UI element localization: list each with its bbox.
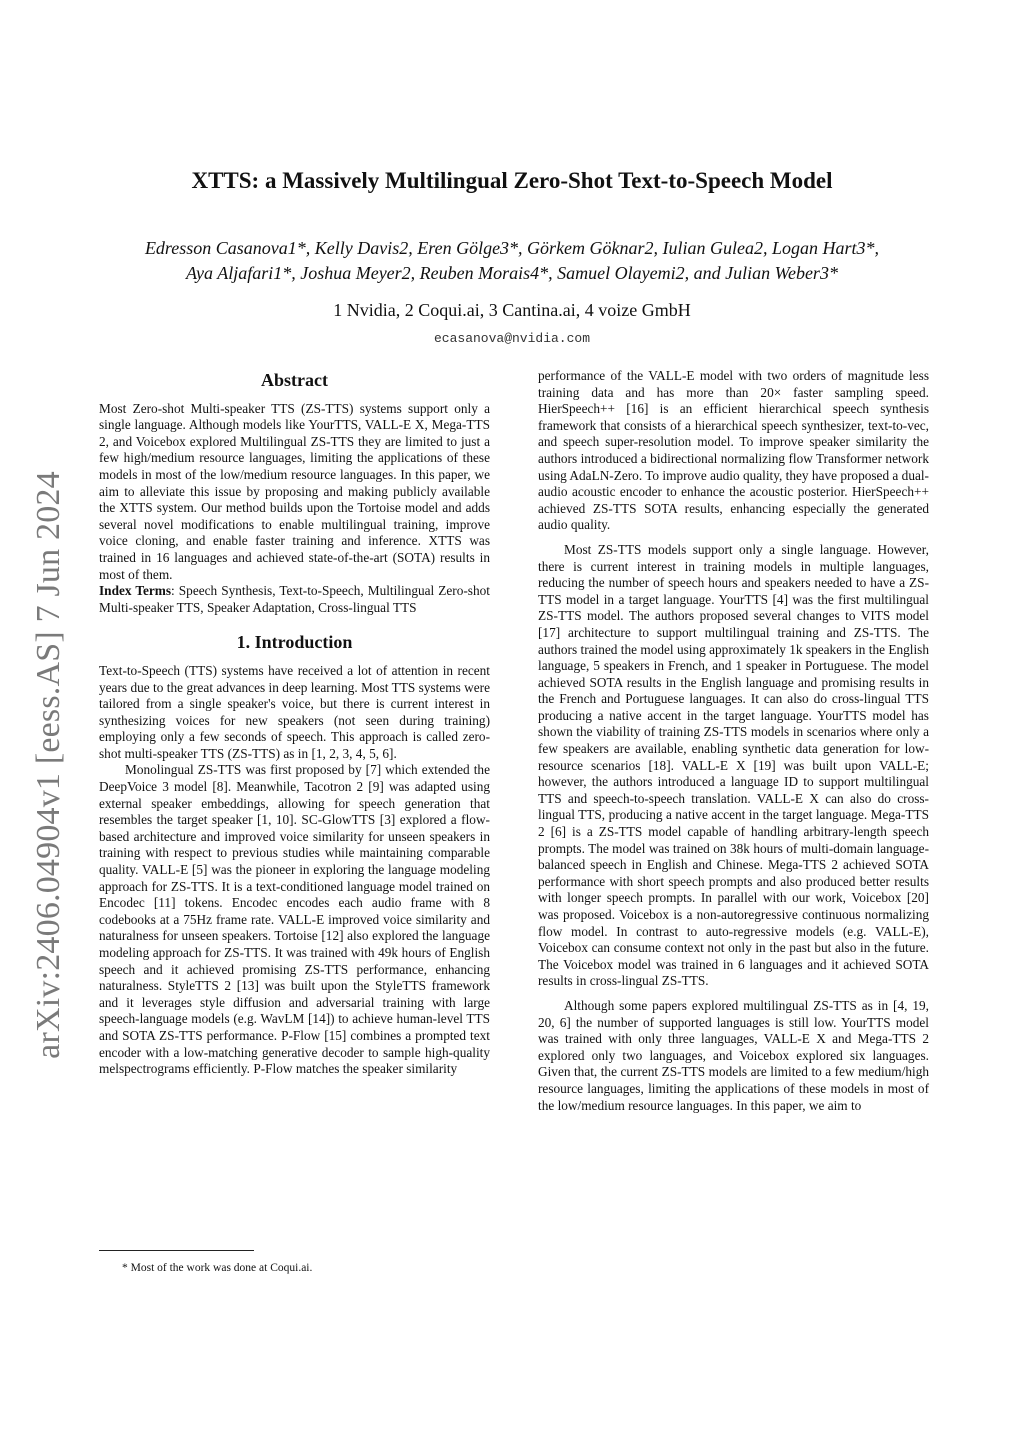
authors-line-2: Aya Aljafari1*, Joshua Meyer2, Reuben Morais4*, Samuel Olayemi2, and Julian Weber3* (186, 263, 838, 283)
arxiv-stamp (24, 455, 70, 1075)
introduction-heading: 1. Introduction (236, 632, 353, 653)
footnote: * Most of the work was done at Coqui.ai. (122, 1262, 313, 1274)
left-column (99, 368, 490, 1078)
index-terms (99, 583, 490, 616)
author-list (90, 236, 934, 286)
paper-title: XTTS: a Massively Multilingual Zero-Shot Text-to-Speech Model (191, 168, 833, 193)
authors-line-1: Edresson Casanova1*, Kelly Davis2, Eren Gölge3*, Görkem Göknar2, Iulian Gulea2, Logan Hart3*, (144, 238, 880, 258)
intro-paragraph-5: Although some papers explored multilingual ZS-TTS as in [4, 19, 20, 6] the number of supported languages is still low. YourTTS model was trained with only three languages, VALL-E X and Mega-TTS 2 explored only two languages, and Voicebox explored six languages. Given that, the current ZS-TTS models are limited to a few medium/high resource languages, limiting the applications of these models in most of the low/medium resource languages. In this paper, we aim to (538, 997, 929, 1113)
affiliations: 1 Nvidia, 2 Coqui.ai, 3 Cantina.ai, 4 voize GmbH (333, 300, 691, 320)
contact-email[interactable]: ecasanova@nvidia.com (433, 331, 591, 346)
intro-paragraph-4: Most ZS-TTS models support only a single language. However, there is current interest in training models in multiple languages, reducing the number of speech hours and speakers needed to have a ZS-TTS model in a target language. YourTTS [4] was the first multilingual ZS-TTS model. The authors proposed several changes to VITS model [17] architecture to support multilingual training and ZS-TTS. The authors trained the model using approximately 1k speakers in the English language, 5 speakers in French, and 1 speaker in Portuguese. The model achieved SOTA results in the English language and promising results in the French and Portuguese languages. It can also do cross-lingual TTS producing a native accent in the target language. YourTTS model has shown the viability of training ZS-TTS models in scenarios where only a few speakers are available, enabling synthetic data generation for low-resource scenarios [18]. VALL-E X [19] was built upon VALL-E; however, the authors introduced a language ID to support multilingual TTS and speech-to-speech translation. VALL-E X can also do cross-lingual TTS, producing a native accent in the target language. Mega-TTS 2 [6] is a ZS-TTS model capable of handling arbitrary-length speech prompts. The model was trained on 38k hours of multi-domain language-balanced speech in English and Chinese. Mega-TTS 2 achieved SOTA performance with short speech prompts and also produced better results with longer speech prompts. In parallel with our work, Voicebox [20] was proposed. Voicebox is a non-autoregressive continuous normalizing flow model. In contrast to auto-regressive models (e.g. VALL-E), Voicebox can consume context not only in the past but also in the future. The Voicebox model was trained in 6 languages and it achieved SOTA results in cross-lingual ZS-TTS. (538, 541, 929, 989)
arxiv-id: arXiv:2406.04904v1 [eess.AS] 7 Jun 2024 (30, 471, 67, 1059)
intro-paragraph-3: performance of the VALL-E model with two orders of magnitude less training data and has more than 20× faster sampling speed. HierSpeech++ [16] is an efficient hierarchical speech synthesis framework that consists of a hierarchical speech synthesizer, text-to-vec, and speech super-resolution model. To improve speaker similarity the authors introduced a bidirectional normalizing flow Transformer network using AdaLN-Zero. To improve audio quality, they have proposed a dual-audio acoustic encoder to enhance the acoustic posterior. HierSpeech++ achieved ZS-TTS SOTA results, enhancing especially the generated audio quality. (538, 368, 929, 533)
right-column (538, 368, 929, 1114)
intro-paragraph-1: Text-to-Speech (TTS) systems have received a lot of attention in recent years due to the great advances in deep learning. Most TTS systems were tailored from a single speaker's voice, but there is current interest in synthesizing voices for new speakers (not seen during training) employing only a few seconds of speech. This approach is called zero-shot multi-speaker TTS (ZS-TTS) as in [1, 2, 3, 4, 5, 6]. (99, 662, 490, 761)
index-terms-label: Index Terms (99, 583, 172, 599)
abstract-text: Most Zero-shot Multi-speaker TTS (ZS-TTS) systems support only a single language. Although models like YourTTS, VALL-E X, Mega-TTS 2, and Voicebox explored Multilingual ZS-TTS they are limited to just a few high/medium resource languages, limiting the applications of these models in most of the low/medium resource languages. In this paper, we aim to alleviate this issue by proposing and making publicly available the XTTS system. Our method builds upon the Tortoise model and adds several novel modifications to enable multilingual training, improve voice cloning, and enable faster training and inference. XTTS was trained in 16 languages and achieved state-of-the-art (SOTA) results in most of them. (99, 400, 490, 582)
index-terms-text: : Speech Synthesis, Text-to-Speech, Multilingual Zero-shot Multi-speaker TTS, Speaker Adaptation, Cross-lingual TTS (99, 583, 490, 615)
abstract-heading: Abstract (261, 370, 328, 390)
footnote-rule (99, 1250, 254, 1251)
intro-paragraph-2: Monolingual ZS-TTS was first proposed by [7] which extended the DeepVoice 3 model [8]. Meanwhile, Tacotron 2 [9] was adapted using external speaker embeddings, allowing for speech generation that resembles the target speaker [1, 10]. SC-GlowTTS [3] explored a flow-based architecture and improved voice similarity for unseen speakers in training with respect to previous studies while maintaining comparable quality. VALL-E [5] was the pioneer in exploring the language modeling approach for ZS-TTS. It is a text-conditioned language model trained on Encodec [11] tokens. Encodec encodes each audio frame with 8 codebooks at a 75Hz frame rate. VALL-E improved voice similarity and naturalness for unseen speakers. Tortoise [12] also explored the language modeling approach for ZS-TTS. It was trained with 49k hours of English speech and it achieved promising ZS-TTS performance, enhancing naturalness. StyleTTS 2 [13] was built upon the StyleTTS framework and it leverages style diffusion and adversarial training with large speech-language models (e.g. WavLM [14]) to achieve human-level TTS and SOTA ZS-TTS performance. P-Flow [15] combines a prompted text encoder with a low-matching generative decoder to sample high-quality melspectrograms efficiently. P-Flow matches the speaker similarity (99, 762, 490, 1077)
